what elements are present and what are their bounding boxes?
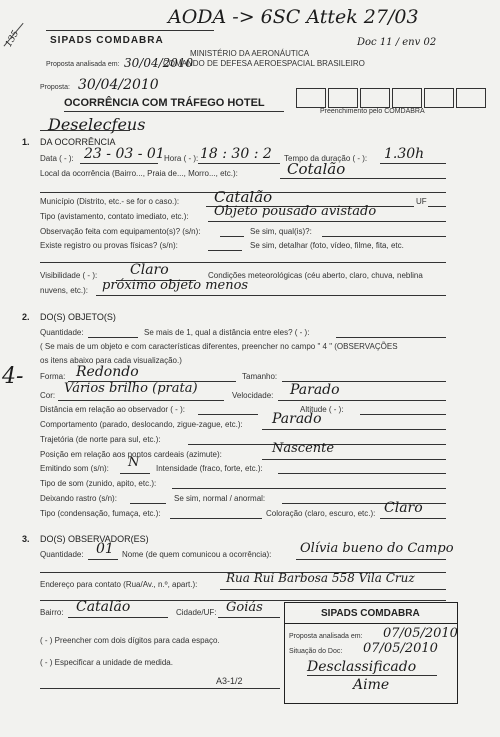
cor-label: Cor: <box>40 391 56 400</box>
hour-label: Hora ( - ): <box>164 154 199 163</box>
comport-label: Comportamento (parado, deslocando, zigue-zague, etc.): <box>40 420 243 429</box>
forma-value: Redondo <box>76 364 139 380</box>
pos-value: Nascente <box>272 441 335 456</box>
tipo-label: Tipo (avistamento, contato imediato, etc.): <box>40 212 189 221</box>
section1-num: 1. <box>22 137 30 147</box>
visib-label: Visibilidade ( - ): <box>40 271 98 280</box>
cond-label: Condições meteorológicas (céu aberto, claro, chuva, neblina <box>208 271 423 280</box>
provas-q2: Se sim, detalhar (foto, vídeo, filme, fita, etc. <box>250 241 404 250</box>
cidade-rule <box>218 617 280 618</box>
cidade-value: Goiás <box>226 600 263 615</box>
local-value: Cotalão <box>287 160 346 178</box>
page-code: A3-1/2 <box>216 676 243 686</box>
address-label: Endereço para contato (Rua/Av., n.º, apart.): <box>40 580 198 589</box>
stamp-signature: Aime <box>353 677 390 693</box>
nuvens-value: próximo objeto menos <box>102 278 249 293</box>
stamp-analyzed-value: 07/05/2010 <box>383 626 458 641</box>
tipo-rule <box>208 221 446 222</box>
title-rule <box>64 111 284 112</box>
rastro-rule <box>130 503 166 504</box>
color-rule <box>380 518 446 519</box>
pos-rule <box>262 459 446 460</box>
dist-rule <box>198 414 258 415</box>
tipo-rastro-rule <box>170 518 262 519</box>
ministry: MINISTÉRIO DA AERONÁUTICA <box>190 49 310 58</box>
qty-rule <box>88 337 138 338</box>
comport-rule <box>262 429 446 430</box>
qty-q2: Se mais de 1, qual a distância entre eles? ( - ): <box>144 328 310 337</box>
alt-rule <box>360 414 446 415</box>
foot1: ( - ) Preencher com dois dígitos para cada espaço. <box>40 636 220 645</box>
provas-rule-2 <box>40 262 446 263</box>
fill-note: Preenchimento pelo COMDABRA <box>320 108 425 115</box>
obs-label: Observação feita com equipamento(s)? (s/n): <box>40 227 201 236</box>
uf-label: UF <box>416 197 427 206</box>
address-rule <box>220 589 446 590</box>
stamp-title: SIPADS COMDABRA <box>321 608 420 619</box>
som-rule <box>120 473 150 474</box>
obs-qty-rule <box>88 559 118 560</box>
duration-label: Tempo da duração ( - ): <box>284 154 368 163</box>
org-name: SIPADS COMDABRA <box>50 35 164 46</box>
stamp-sit-value: 07/05/2010 <box>363 641 438 656</box>
obs-name-value: Olívia bueno do Campo <box>300 541 454 556</box>
color-value: Claro <box>384 500 423 516</box>
nuvens-label: nuvens, etc.): <box>40 286 89 295</box>
som-label: Emitindo som (s/n): <box>40 464 109 473</box>
provas-rule <box>208 250 242 251</box>
proposta-label: Proposta: <box>40 84 70 91</box>
provas-label: Existe registro ou provas físicas? (s/n): <box>40 241 178 250</box>
intens-label: Intensidade (fraco, forte, etc.): <box>156 464 263 473</box>
section3-title: DO(S) OBSERVADOR(ES) <box>40 534 149 544</box>
tipo-som-label: Tipo de som (zunido, apito, etc.): <box>40 479 157 488</box>
obs-qty-value: 01 <box>96 541 114 557</box>
nuvens-rule <box>96 295 446 296</box>
section2-num: 2. <box>22 312 30 322</box>
stamp-box <box>284 602 458 704</box>
veloc-label: Velocidade: <box>232 391 274 400</box>
visib-value: Claro <box>130 262 169 278</box>
stamp-divider <box>285 623 457 624</box>
tipo-som-rule <box>172 488 446 489</box>
name-rule <box>40 130 130 131</box>
comport-value: Parado <box>272 411 322 427</box>
rastro-q2: Se sim, normal / anormal: <box>174 494 266 503</box>
form-title: OCORRÊNCIA COM TRÁFEGO HOTEL <box>64 97 265 109</box>
date-label: Data ( - ): <box>40 154 74 163</box>
cidade-label: Cidade/UF: <box>176 608 217 617</box>
analyzed-label: Proposta analisada em: <box>46 61 120 68</box>
bottom-rule <box>40 688 280 689</box>
tamanho-label: Tamanho: <box>242 372 278 381</box>
intens-rule <box>278 473 446 474</box>
dist-label: Distância em relação ao observador ( - ): <box>40 405 185 414</box>
date-value: 23 - 03 - 01 <box>84 146 165 162</box>
stamp-sit-label: Situação do Doc: <box>289 648 343 655</box>
section2-title: DO(S) OBJETO(S) <box>40 312 116 322</box>
color-label: Coloração (claro, escuro, etc.): <box>266 509 376 518</box>
foot2: ( - ) Especificar a unidade de medida. <box>40 658 173 667</box>
stamp-analyzed-label: Proposta analisada em: <box>289 633 363 640</box>
pos-label: Posição em relação aos pontos cardeais (azimute): <box>40 450 222 459</box>
duration-value: 1.30h <box>384 146 425 162</box>
handwritten-name: Deselecfeus <box>48 115 146 134</box>
local-label: Local da ocorrência (Bairro..., Praia de..., Morro..., etc.): <box>40 169 238 178</box>
tipo-value: Objeto pousado avistado <box>214 204 377 219</box>
address-value: Rua Rui Barbosa 558 Vila Cruz <box>226 571 415 585</box>
note-line1: ( Se mais de um objeto e com características diferentes, preencher no campo " 4 " (OBSERVAÇÕES <box>40 342 398 351</box>
header-rule <box>46 30 214 31</box>
bairro-value: Catalão <box>76 599 131 615</box>
proposta-value: 30/04/2010 <box>78 77 159 93</box>
note-line2: os itens abaixo para cada visualização.) <box>40 356 182 365</box>
hour-value: 18 : 30 : 2 <box>200 146 272 162</box>
som-value: N <box>128 455 140 470</box>
corner-stroke <box>4 23 44 63</box>
command: COMANDO DE DEFESA AEROESPACIAL BRASILEIRO <box>163 59 365 68</box>
cor-value: Vários brilho (prata) <box>64 381 198 396</box>
date-rule <box>80 163 158 164</box>
uf-rule <box>428 206 446 207</box>
obs-name-rule <box>296 559 446 560</box>
bairro-rule <box>68 617 168 618</box>
municipio-value: Catalão <box>214 188 273 206</box>
duration-rule <box>380 163 446 164</box>
obs-q2: Se sim, qual(is)?: <box>250 227 312 236</box>
section3-num: 3. <box>22 534 30 544</box>
veloc-value: Parado <box>290 382 340 398</box>
veloc-rule <box>278 400 446 401</box>
bairro-label: Bairro: <box>40 608 64 617</box>
traj-label: Trajetória (de norte para sul, etc.): <box>40 435 161 444</box>
obs-name-label: Nome (de quem comunicou a ocorrência): <box>122 550 272 559</box>
corner-mark: 135 <box>3 29 22 49</box>
local-rule <box>280 178 446 179</box>
analyzed-value: 30/04/2010 <box>124 56 194 70</box>
hour-rule <box>198 163 280 164</box>
stamp-line3: Desclassificado <box>307 659 417 675</box>
obs-rule <box>220 236 244 237</box>
forma-label: Forma: <box>40 372 66 381</box>
obs-qty-label: Quantidade: <box>40 550 84 559</box>
rastro-label: Deixando rastro (s/n): <box>40 494 117 503</box>
municipio-label: Município (Distrito, etc.- se for o caso.): <box>40 197 180 206</box>
qty-label: Quantidade: <box>40 328 84 337</box>
qty-q2-rule <box>336 337 446 338</box>
stamp-line3-rule <box>307 675 437 676</box>
top-annotation: AODA -> 6SC Attek 27/03 <box>168 6 419 28</box>
cor-rule <box>58 400 224 401</box>
tipo-rastro-label: Tipo (condensação, fumaça, etc.): <box>40 509 161 518</box>
margin-mark: 4- <box>2 364 24 389</box>
section1-title: DA OCORRÊNCIA <box>40 137 116 147</box>
obs-q2-rule <box>322 236 446 237</box>
top-reference: Doc 11 / env 02 <box>357 37 437 48</box>
alt-label: Altitude ( - ): <box>300 405 344 414</box>
